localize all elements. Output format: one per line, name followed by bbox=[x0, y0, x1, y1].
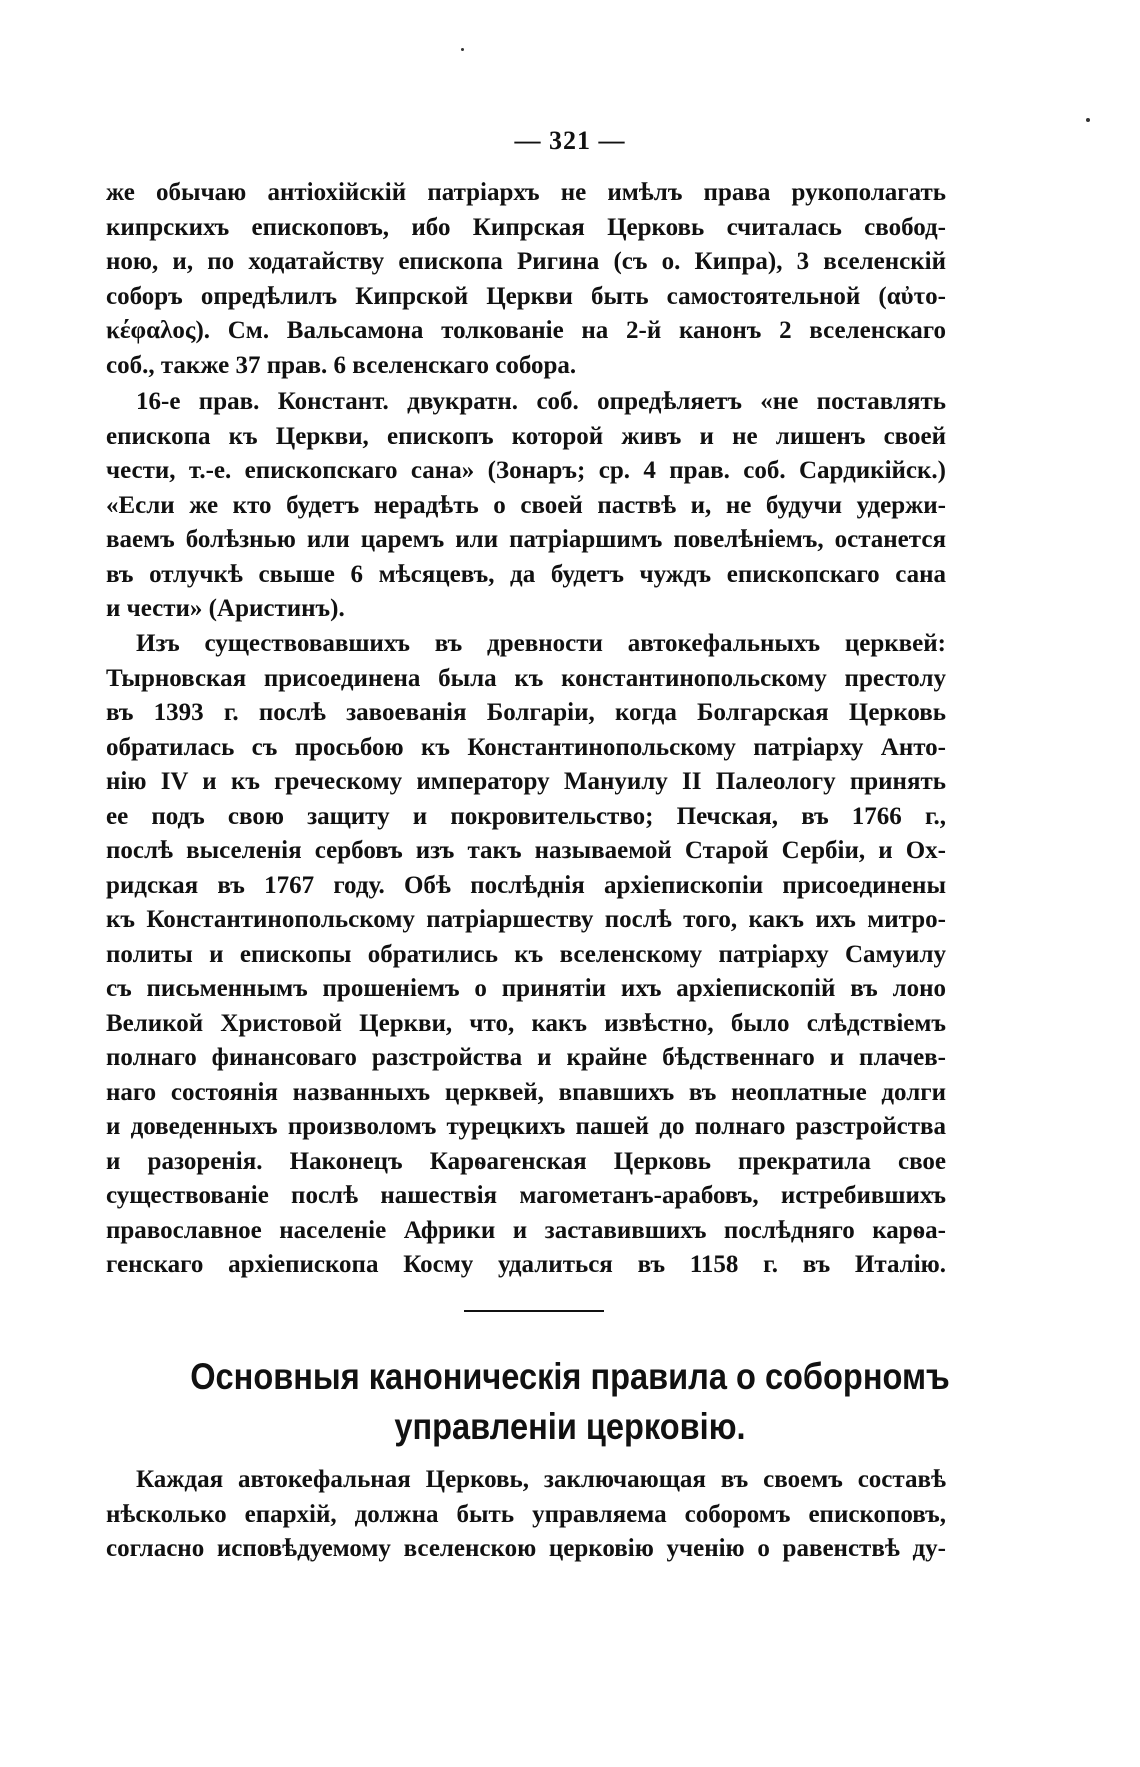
text-line: «Если же кто будетъ нерадѣть о своей паствѣ и, не будучи удержи- bbox=[106, 491, 946, 519]
text-line: наго состоянія названныхъ церквей, впавшихъ въ неоплатные долги bbox=[106, 1078, 946, 1106]
text-line: нѣсколько епархій, должна быть управляема соборомъ епископовъ, bbox=[106, 1500, 946, 1528]
text-line: Каждая автокефальная Церковь, заключающая въ своемъ составѣ bbox=[136, 1466, 946, 1493]
section-heading-line: управленіи церковію. bbox=[394, 1406, 746, 1447]
text-line: православное населеніе Африки и заставившихъ послѣдняго карѳа- bbox=[106, 1216, 946, 1244]
text-line: полнаго финансоваго разстройства и крайне бѣдственнаго и плачев- bbox=[106, 1044, 946, 1071]
section-divider bbox=[464, 1310, 604, 1312]
text-line: κέφαλος). См. Вальсамона толкованіе на 2-й канонъ 2 вселенскаго bbox=[106, 317, 946, 344]
text-line: послѣ выселенія сербовъ изъ такъ называемой Старой Сербіи, и Ох- bbox=[106, 837, 946, 864]
text-line: ваемъ болѣзнью или царемъ или патріаршимъ повелѣніемъ, останется bbox=[106, 526, 946, 553]
page-number: — 321 — bbox=[514, 126, 626, 155]
section-heading-line: Основныя каноническія правила о соборномъ bbox=[190, 1356, 950, 1397]
text-line: и разоренія. Наконецъ Карѳагенская Церковь прекратила свое bbox=[106, 1147, 946, 1175]
text-line: къ Константинопольскому патріаршеству послѣ того, какъ ихъ митро- bbox=[106, 906, 946, 933]
paragraph-3 bbox=[106, 627, 946, 1283]
text-line: политы и епископы обратились къ вселенскому патріарху Самуилу bbox=[106, 940, 946, 968]
paragraph-4 bbox=[106, 1463, 946, 1567]
text-line: Изъ существовавшихъ въ древности автокефальныхъ церквей: bbox=[136, 630, 946, 657]
text-line: генскаго архіепископа Косму удалиться въ 1158 г. въ Италію. bbox=[106, 1251, 946, 1278]
text-line: съ письменнымъ прошеніемъ о принятіи ихъ архіепископій въ лоно bbox=[106, 975, 946, 1002]
text-line: соб., также 37 прав. 6 вселенскаго собора. bbox=[106, 351, 577, 379]
text-line: 16-е прав. Констант. двукратн. соб. опредѣляетъ «не поставлять bbox=[136, 388, 946, 415]
text-line: въ отлучкѣ свыше 6 мѣсяцевъ, да будетъ чуждъ епископскаго сана bbox=[106, 560, 946, 588]
text-line: Тырновская присоединена была къ константинопольскому престолу bbox=[106, 664, 946, 692]
text-line: епископа къ Церкви, епископъ которой живъ и не лишенъ своей bbox=[106, 422, 946, 450]
text-line: чести, т.-е. епископскаго сана» (Зонаръ; ср. 4 прав. соб. Сардикійск.) bbox=[106, 457, 946, 484]
paragraph-2 bbox=[106, 385, 946, 627]
text-line: Великой Христовой Церкви, что, какъ извѣстно, было слѣдствіемъ bbox=[106, 1009, 946, 1037]
text-line: кипрскихъ епископовъ, ибо Кипрская Церковь считалась свобод- bbox=[106, 213, 946, 241]
scan-speck bbox=[461, 48, 464, 51]
paragraph-1 bbox=[106, 176, 946, 383]
text-line: ридская въ 1767 году. Обѣ послѣднія архіепископіи присоединены bbox=[106, 871, 946, 899]
text-line: ее подъ свою защиту и покровительство; Печская, въ 1766 г., bbox=[106, 802, 946, 830]
text-line: же обычаю антіохійскій патріархъ не имѣлъ права рукополагать bbox=[106, 179, 946, 206]
text-line: и чести» (Аристинъ). bbox=[106, 595, 345, 622]
text-line: и доведенныхъ произволомъ турецкихъ пашей до полнаго разстройства bbox=[106, 1113, 946, 1140]
text-line: ною, и, по ходатайству епископа Ригина (съ о. Кипра), 3 вселенскій bbox=[106, 248, 946, 275]
text-line: согласно исповѣдуемому вселенскою церковію ученію о равенствѣ ду- bbox=[106, 1535, 946, 1562]
text-line: въ 1393 г. послѣ завоеванія Болгаріи, когда Болгарская Церковь bbox=[106, 699, 946, 726]
text-line: обратилась съ просьбою къ Константинопольскому патріарху Анто- bbox=[106, 733, 946, 761]
text-line: нію IV и къ греческому императору Мануилу II Палеологу принять bbox=[106, 768, 946, 795]
scan-speck bbox=[1086, 118, 1090, 122]
text-line: соборъ опредѣлилъ Кипрской Церкви быть самостоятельной (αὐτο- bbox=[106, 282, 946, 310]
text-line: существованіе послѣ нашествія магометанъ-арабовъ, истребившихъ bbox=[106, 1182, 946, 1209]
